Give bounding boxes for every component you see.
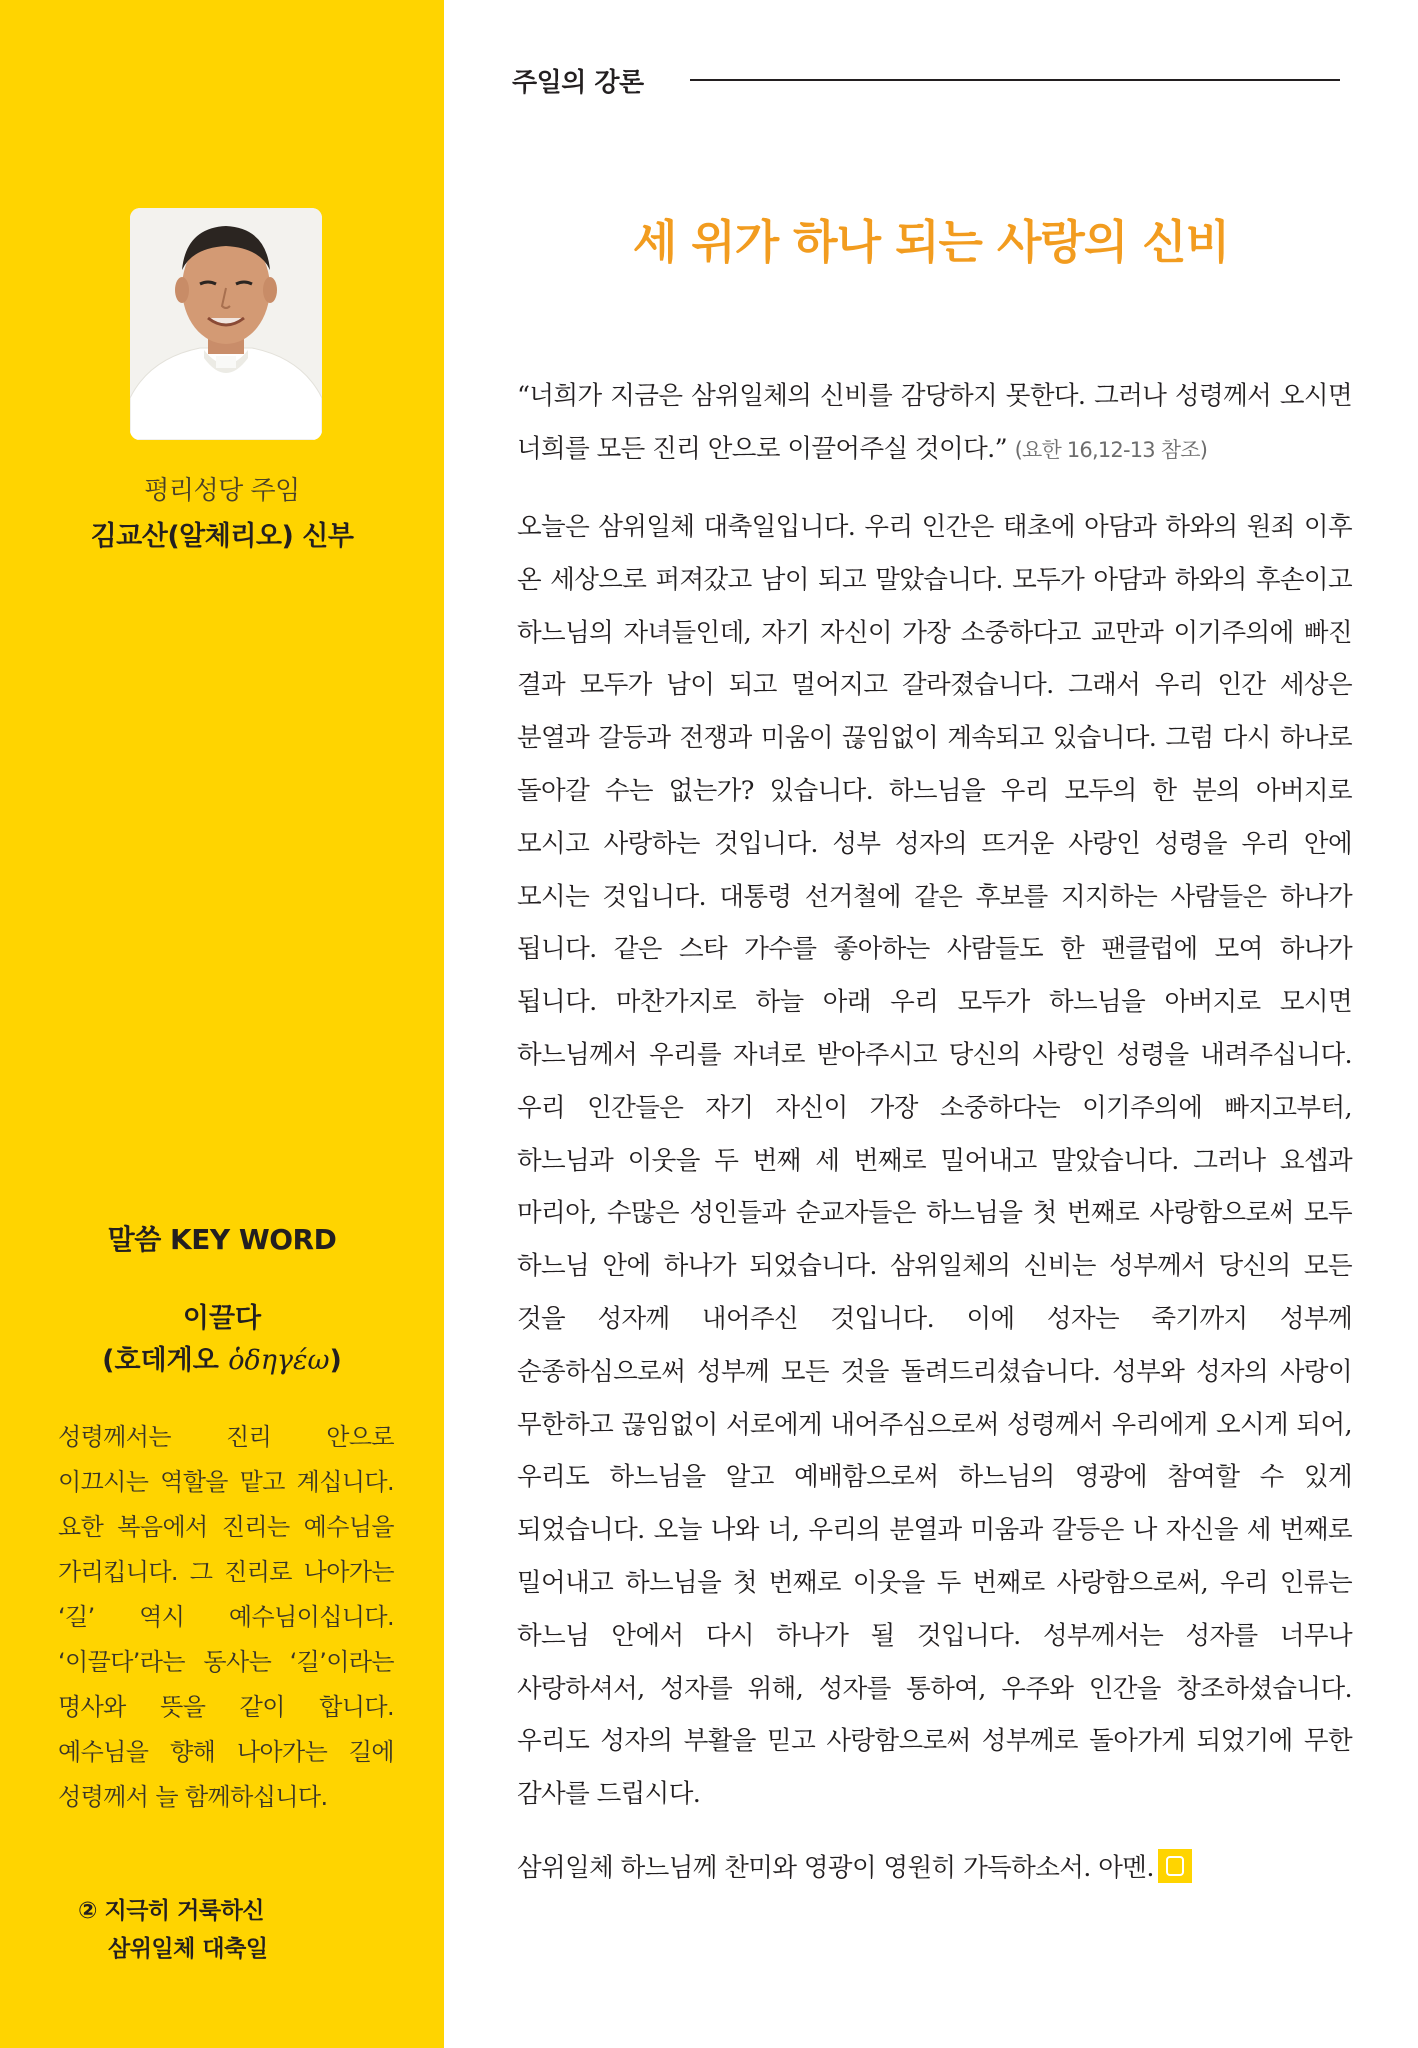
sidebar <box>0 0 444 2048</box>
section-label: 주일의 강론 <box>512 68 644 98</box>
keyword-term: 이끌다 <box>182 1303 262 1334</box>
keyword-transliteration <box>0 1338 444 1377</box>
keyword-explanation: 성령께서는 진리 안으로 이끄시는 역할을 맡고 계십니다. 요한 복음에서 진리는 예수님을 가리킵니다. 그 진리로 나아가는 ‘길’ 역시 예수님이십니다. ‘이끌다’라는 동사는 ‘길’이라는 명사와 뜻을 같이 합니다. 예수님을 향해 나아가는 길에 성령께서 늘 함께하십니다. <box>58 1423 394 1811</box>
article-title: 세 위가 하나 되는 사랑의 신비 <box>632 215 1230 269</box>
author-name: 김교산(알체리오) 신부 <box>90 521 354 552</box>
author-role: 평리성당 주임 <box>144 476 300 506</box>
author-portrait <box>130 208 322 440</box>
keyword-greek: ὁδηγέω <box>228 1345 330 1376</box>
section-divider <box>690 79 1340 81</box>
keyword-translit-close: ) <box>329 1345 342 1376</box>
scripture-quote-text: “너희가 지금은 삼위일체의 신비를 감당하지 못한다. 그러나 성령께서 오시면 너희를 모든 진리 안으로 이끌어주실 것이다.” <box>517 381 1352 464</box>
end-mark-icon <box>1158 1849 1192 1883</box>
scripture-reference: (요한 16,12-13 참조) <box>1014 438 1208 462</box>
issue-feast: 삼위일체 대축일 <box>108 1936 268 1962</box>
keyword-translit-open: (호데게오 <box>102 1345 229 1376</box>
scripture-quote <box>517 370 1352 477</box>
closing-text: 삼위일체 하느님께 찬미와 영광이 영원히 가득하소서. 아멘. <box>517 1853 1154 1883</box>
homily-body: 오늘은 삼위일체 대축일입니다. 우리 인간은 태초에 아담과 하와의 원죄 이후 온 세상으로 퍼져갔고 남이 되고 말았습니다. 모두가 아담과 하와의 후손이고 하느님의 자녀들인데, 자기 자신이 가장 소중하다고 교만과 이기주의에 빠진 결과 모두가 남이 되고 멀어지고 갈라졌습니다. 그래서 우리 인간 세상은 분열과 갈등과 전쟁과 미움이 끊임없이 계속되고 있습니다. 그럼 다시 하나로 돌아갈 수는 없는가? 있습니다. 하느님을 우리 모두의 한 분의 아버지로 모시고 사랑하는 것입니다. 성부 성자의 뜨거운 사랑인 성령을 우리 안에 모시는 것입니다. 대통령 선거철에 같은 후보를 지지하는 사람들은 하나가 됩니다. 같은 스타 가수를 좋아하는 사람들도 한 팬클럽에 모여 하나가 됩니다. 마찬가지로 하늘 아래 우리 모두가 하느님을 아버지로 모시면 하느님께서 우리를 자녀로 받아주시고 당신의 사랑인 성령을 내려주십니다. 우리 인간들은 자기 자신이 가장 소중하다는 이기주의에 빠지고부터, 하느님과 이웃을 두 번째 세 번째로 밀어내고 말았습니다. 그러나 요셉과 마리아, 수많은 성인들과 순교자들은 하느님을 첫 번째로 사랑함으로써 모두 하느님 안에 하나가 되었습니다. 삼위일체의 신비는 성부께서 당신의 모든 것을 성자께 내어주신 것입니다. 이에 성자는 죽기까지 성부께 순종하심으로써 성부께 모든 것을 돌려드리셨습니다. 성부와 성자의 사랑이 무한하고 끊임없이 서로에게 내어주심으로써 성령께서 우리에게 오시게 되어, 우리도 하느님을 알고 예배함으로써 하느님의 영광에 참여할 수 있게 되었습니다. 오늘 나와 너, 우리의 분열과 미움과 갈등은 나 자신을 세 번째로 밀어내고 하느님을 첫 번째로 이웃을 두 번째로 사랑함으로써, 우리 인류는 하느님 안에서 다시 하나가 될 것입니다. 성부께서는 성자를 너무나 사랑하셔서, 성자를 위해, 성자를 통하여, 우주와 인간을 창조하셨습니다. 우리도 성자의 부활을 믿고 사랑함으로써 성부께로 돌아가게 되었기에 무한 감사를 드립시다. <box>517 512 1352 1810</box>
closing-prayer <box>517 1842 1352 1894</box>
keyword-heading: 말씀 KEY WORD <box>107 1223 337 1256</box>
issue-label: ② 지극히 거룩하신 <box>78 1898 265 1924</box>
